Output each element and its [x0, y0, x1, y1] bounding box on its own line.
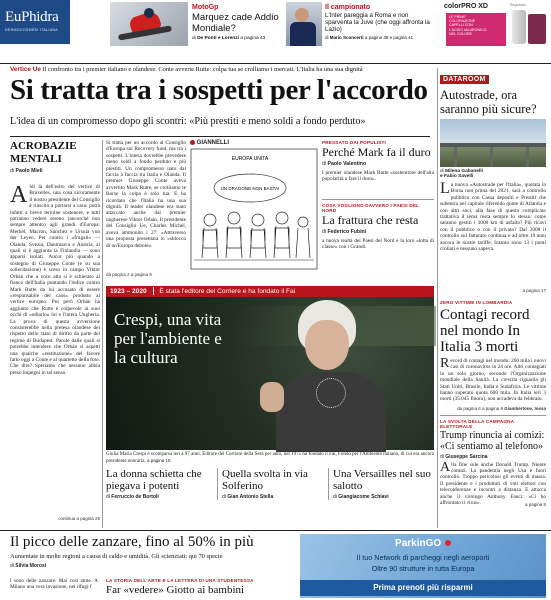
covid-ref-name: Giambertone, Iossa [504, 406, 546, 411]
crespi-hand [260, 382, 284, 412]
populisti-byline-prefix: di [322, 161, 327, 167]
motogp-title: Marquez cade Addio Mondiale? [192, 12, 279, 34]
crespi-years: 1923 – 2020 [110, 288, 147, 295]
colorpro-line-1: LE PRIME [449, 15, 466, 19]
motogp-promo[interactable] [192, 4, 284, 41]
parkingo-pin-icon [445, 540, 451, 546]
lead-rule [10, 136, 430, 137]
dataroom-dropcap: L [440, 180, 450, 197]
populisti-section: PRESSATO DAI POPULISTI [322, 140, 386, 145]
giotto-story [106, 578, 294, 596]
left-col-divider [102, 140, 103, 528]
inter-photo[interactable] [286, 2, 322, 46]
parkingo-ad[interactable] [300, 534, 546, 598]
crespi-sub-3-title: Una Versailles nel suo salotto [333, 468, 431, 492]
colorpro-line-3: CAPELLI CON [449, 23, 473, 28]
center-story-ref[interactable]: da pagina 2 a pagina 9 [106, 272, 152, 277]
parkingo-brand: ParkinGO [395, 538, 442, 549]
editorial-byline: Paolo Mieli [15, 168, 43, 174]
populisti-byline: Paolo Valentino [327, 161, 367, 167]
dataroom-text: a nuova «Autostrade per l'Italia», quotata in Borsa non prima del 2021, sarà a controllo pubblico con Cassa depositi e Prestiti che subentra nel capitale riferendo quote di Atlantia e con altri soci, alla fase di questo complicato trattativa il tema resta sempre lo stesso: come saranno gestiti i 3000 km di asfalto? Più ricavi con il pubblico o con il privato? Dal 2008 il controllo sul fatturato continua e ad oltre 10 anni ancora le nostre tariffe. Intanto sono 13 i ponti crollati e nessuno sapeva. [440, 182, 546, 253]
lead-kicker-text: Il confronto tra i premier italiano e olandese. Conte avverte Rutte: colpa tua se crolliamo i mercati. L'Italia ha una sua dignità [42, 66, 363, 73]
motogp-photo[interactable] [110, 2, 188, 46]
crespi-sub-2-byline-prefix: di [222, 494, 226, 500]
zanzare-story [10, 534, 294, 569]
dataroom-badge: DATAROOM [440, 75, 489, 84]
dataroom-byline-prefix: di [440, 169, 444, 174]
colorpro-title: colorPRO XD [444, 3, 488, 10]
inter-title: L'Inter pareggia a Roma e non sparventa la Juve (che oggi affronta la Lazio) [325, 12, 430, 34]
colorpro-box [446, 13, 506, 46]
crespi-strap: È stata l'editore del Corriere e ha fondato il Fai [159, 288, 296, 295]
crespi-sub-2-title: Quella svolta in via Solferino [222, 468, 308, 492]
dataroom-headline[interactable]: Autostrade, ora saranno più sicure? [440, 88, 537, 116]
parkingo-line-1: Il tuo Network di parcheggi negli aeroporti [356, 553, 490, 562]
crespi-caption-ref[interactable]: a pagina 15 [146, 458, 171, 463]
cartoon-bubble-text: UN DRAGONE NON BASTA! [220, 186, 280, 192]
center-story-body [106, 140, 186, 270]
cartoon-bullet-icon [190, 140, 195, 145]
dataroom-ref[interactable]: a pagina 17 [522, 288, 546, 293]
colorpro-line-5: NEL COLORE [449, 31, 473, 36]
masthead-rule [0, 63, 551, 64]
trump-section: LA SVOLTA DELLA CAMPAGNA ELETTORALE [440, 418, 515, 429]
nord-text: a nuova realtà dei Paesi del Nord e la loro «lotta di classe» con i Grandi. [322, 237, 434, 250]
parkingo-logo [300, 538, 546, 549]
giotto-headline[interactable]: Far «vedere» Giotto ai bambini [106, 584, 245, 596]
motogp-kicker: MotoGp [192, 4, 219, 11]
lead-headline[interactable]: Si tratta tra i sospetti per l'accordo [10, 74, 428, 106]
crespi-sub-2-byline: Gian Antonio Stella [227, 494, 274, 500]
left-column [10, 140, 100, 522]
crespi-sub-1[interactable] [106, 468, 211, 500]
right-col-divider [437, 68, 438, 528]
editorial-byline-prefix: di [10, 168, 15, 174]
nord-section: COSA VOGLIONO DAVVERO I PAESI DEL NORD [322, 202, 420, 213]
populisti-headline[interactable]: Perché Mark fa il duro [322, 145, 431, 159]
motogp-ref: a pagina 43 [240, 36, 266, 41]
inter-ref: a pagine 38 e pagina 41 [364, 34, 414, 40]
crespi-sub-1-title: La donna schietta che piegava i potenti [106, 468, 202, 492]
parkingo-line-2: Oltre 90 strutture in tutta Europa [371, 564, 475, 573]
nord-headline[interactable]: La frattura che resta [322, 212, 419, 227]
zanzare-byline: Silvia Morosi [15, 563, 47, 569]
colorpro-line-2: COLORAZIONE [449, 19, 476, 24]
editorial-body [10, 184, 100, 514]
crespi-sub-1-byline-prefix: di [106, 494, 110, 500]
crespi-sub-2[interactable] [217, 468, 322, 500]
lead-kicker: Vertice Ue [10, 66, 41, 73]
colorpro-product-bottle [512, 10, 526, 44]
zanzare-headline[interactable]: Il picco delle zanzare, fino al 50% in più [10, 534, 254, 550]
inter-byline: Mario Sconcerti [329, 34, 364, 40]
center-story-text: Si tratta per un accordo al Consiglio d'Europa sul Recovery fund, ma tra i sospetti. L'intesa dovrebbe prevedere meno soldi a fondo perduto e più prestiti. Un compromesso nato dal faccia a faccia tra Italia e Olanda. Il premier Giuseppe Conte aveva avvertito Mark Rutte, se crolliamo le Borse la colpa è solo tua. E ha ricordato che l'Italia ha una sua dignità. Il leader olandese era stato attaccato anche dal premier ungherese Viktor Orbán. Il presidente del Consiglio Ue, Charles Michel, aveva ammonito i 27: «Attraverso una proposta presentata lo «sblocco di un'Europa debole». [106, 140, 186, 249]
zanzare-text: l sono delle zanzare. Mai così tante. A Milano una vera invasione, nei rifugi l' [10, 578, 98, 591]
covid-text: ecord di contagi nel mondo: 260 mila i nuovi casi di coronavirus in 24 ore. Altri contagiati in un solo giorno, secondo l'Organizzazione mondiale della Sanità. La crescita riguarda gli Stati Uniti, Brasile, India e Sudafrica. Le vittime hanno superato quota 600 mila. In Italia ieri 3 morti (35.045 finora), non accadeva da febbraio. [440, 358, 546, 403]
trump-headline[interactable]: Trump rinuncia ai comizi: «Ci sentiamo al telefono» [440, 429, 545, 452]
trump-ref[interactable]: a pagina 9 [524, 501, 546, 507]
colorpro-ad[interactable] [440, 2, 549, 46]
crespi-sub-3-byline: Giangiacome Schiavi [338, 494, 389, 500]
giotto-section: LA STORIA DELL'ARTE E LA LETTERA DI UNA STUDENTESSA [106, 578, 254, 583]
crespi-subs [106, 468, 434, 500]
cartoon-label: GIANNELLI [196, 140, 230, 147]
dataroom-byline: Milena Gabanelli [445, 169, 483, 174]
dataroom-story [440, 68, 546, 294]
covid-story [440, 300, 546, 508]
editorial-ref[interactable]: continua a pagina 28 [58, 516, 100, 521]
dataroom-body [440, 182, 546, 288]
euphidra-tagline: DERMOCOSMESI ITALIANA [5, 28, 58, 32]
crespi-feature[interactable] [106, 286, 434, 450]
colorpro-product-box [528, 14, 546, 44]
euphidra-logo: EuPhidra [5, 9, 59, 25]
editorial-text: ldi là dell'esito del vertice di Bruxelles, una cosa sicuramente il nostro presidente del Consiglio è riuscito a portarsi a casa: potrà infatti a breve termine sostenere, e tutti potranno vedere sereno (ancorché non sempre attento) agli grandi d'Europa: Merkel, Macron, Sánchez e Ursula von der Leyen. Per contro i «frugali» — Olanda, Svezia, Danimarca e Austria, ai quali si è aggiunta la Finlandia — sono apparsi isolati. Ancor più quando a sostegno di Giuseppe Conte (e su sua sollecitazione) è sceso in campo Viktor Orbán che a voce alta si è schierato al fianco dell'Italia puntando l'indice contro Mark Rutte da lui accusato di essere «responsabile del caos» prodotto al vertice europeo. Poi però Orbán ha aggiunto che Rutte è colpevole ai suoi occhi di «odiarlo» lui e l'intera Ungheria. La prova di questa avversione consisterebbe nella pretesa olandese del rispetto dello stato di diritto da parte del regime di Budapest. Parole dalle quali si potrebbe intendere che Orbán si aspetti una qualche «restituzione» del favore fatto oggi a Conte e al quartetto della foto. Che dire? Speriamo che nessuno abbia preso impegni in tal senso. [10, 184, 100, 376]
nord-byline: Federico Fubini [327, 228, 367, 235]
bottom-rule [0, 530, 551, 531]
cartoon[interactable] [190, 140, 318, 272]
lead-deck: L'idea di un compromesso dopo gli scontri: «Più prestiti e meno soldi a fondo perduto» [10, 116, 366, 127]
zanzare-deck: Aumentate in molte regioni a causa di caldo e umidità. Gli scienziati: qui 70 specie [10, 553, 223, 560]
cartoon-drawing [190, 148, 318, 270]
crespi-caption: Giulia Maria Crespi è scomparsa ieri a 97 anni. Editore del Corriere della Sera per anni, nel 1975 ha fondato il Fai, Fondo per l'Ambiente italiano, di cui era ancora presidente onoraria. [106, 452, 434, 464]
motogp-byline-prefix: di [192, 36, 196, 41]
crespi-sub-3[interactable] [328, 468, 434, 500]
colorpro-foot: Registrato [510, 3, 526, 7]
nord-byline-prefix: di [322, 228, 327, 235]
crespi-face [305, 320, 349, 370]
covid-body [440, 358, 546, 406]
inter-promo[interactable] [325, 4, 435, 40]
trump-byline: Giuseppe Sarcina [445, 453, 488, 460]
covid-headline[interactable]: Contagi record nel mondo In Italia 3 morti [440, 307, 530, 355]
covid-dropcap: R [440, 356, 450, 371]
crespi-headline: Crespi, una vita per l'ambiente e la cultura [114, 310, 222, 367]
dataroom-byline-2: e Fabio Savelli [440, 174, 474, 179]
zanzare-byline-prefix: di [10, 563, 14, 569]
dataroom-photo [440, 119, 546, 167]
center-right-stories [322, 140, 434, 258]
trump-byline-prefix: di [440, 453, 444, 460]
motogp-byline: De Ponti e Lorenzi [197, 36, 239, 41]
crespi-sub-1-byline: Ferruccio de Bortoli [111, 494, 159, 500]
editorial-title[interactable]: ACROBAZIE MENTALI [10, 140, 77, 165]
covid-ref[interactable]: da pagina 6 a pagina 9 [457, 406, 503, 411]
covid-section: ZERO VITTIME IN LOMBARDIA [440, 300, 513, 305]
populisti-text: I premier olandese Mark Rutte «sostenitore dell'alta popolarità a fare il duro». [322, 170, 434, 183]
cartoon-panel-text: EUROPA UNITA [231, 156, 269, 163]
trump-dropcap: A [440, 459, 451, 475]
euphidra-logo-block[interactable] [0, 0, 70, 44]
inter-kicker: Il campionato [325, 4, 371, 11]
crespi-sub-3-byline-prefix: di [333, 494, 337, 500]
inter-byline-prefix: di [325, 34, 329, 40]
parkingo-line-3: Prima prenoti più risparmi [300, 580, 546, 596]
editorial-dropcap: A [10, 182, 28, 208]
colorpro-line-4: L'ACIDO IALURONICO [449, 27, 487, 32]
trump-text: lla fine sole anche Donald Trump. Niente comizi. La pandemia negli Usa è fuori controllo. Troppo pericolosi gli eventi di massa. Il presidente e i produttori di voti elettori con teleconferenze e incontri a distanza. E attacca anche il virologo Anthony Fauci: «Ci ho affrontato il virus». [440, 461, 546, 507]
